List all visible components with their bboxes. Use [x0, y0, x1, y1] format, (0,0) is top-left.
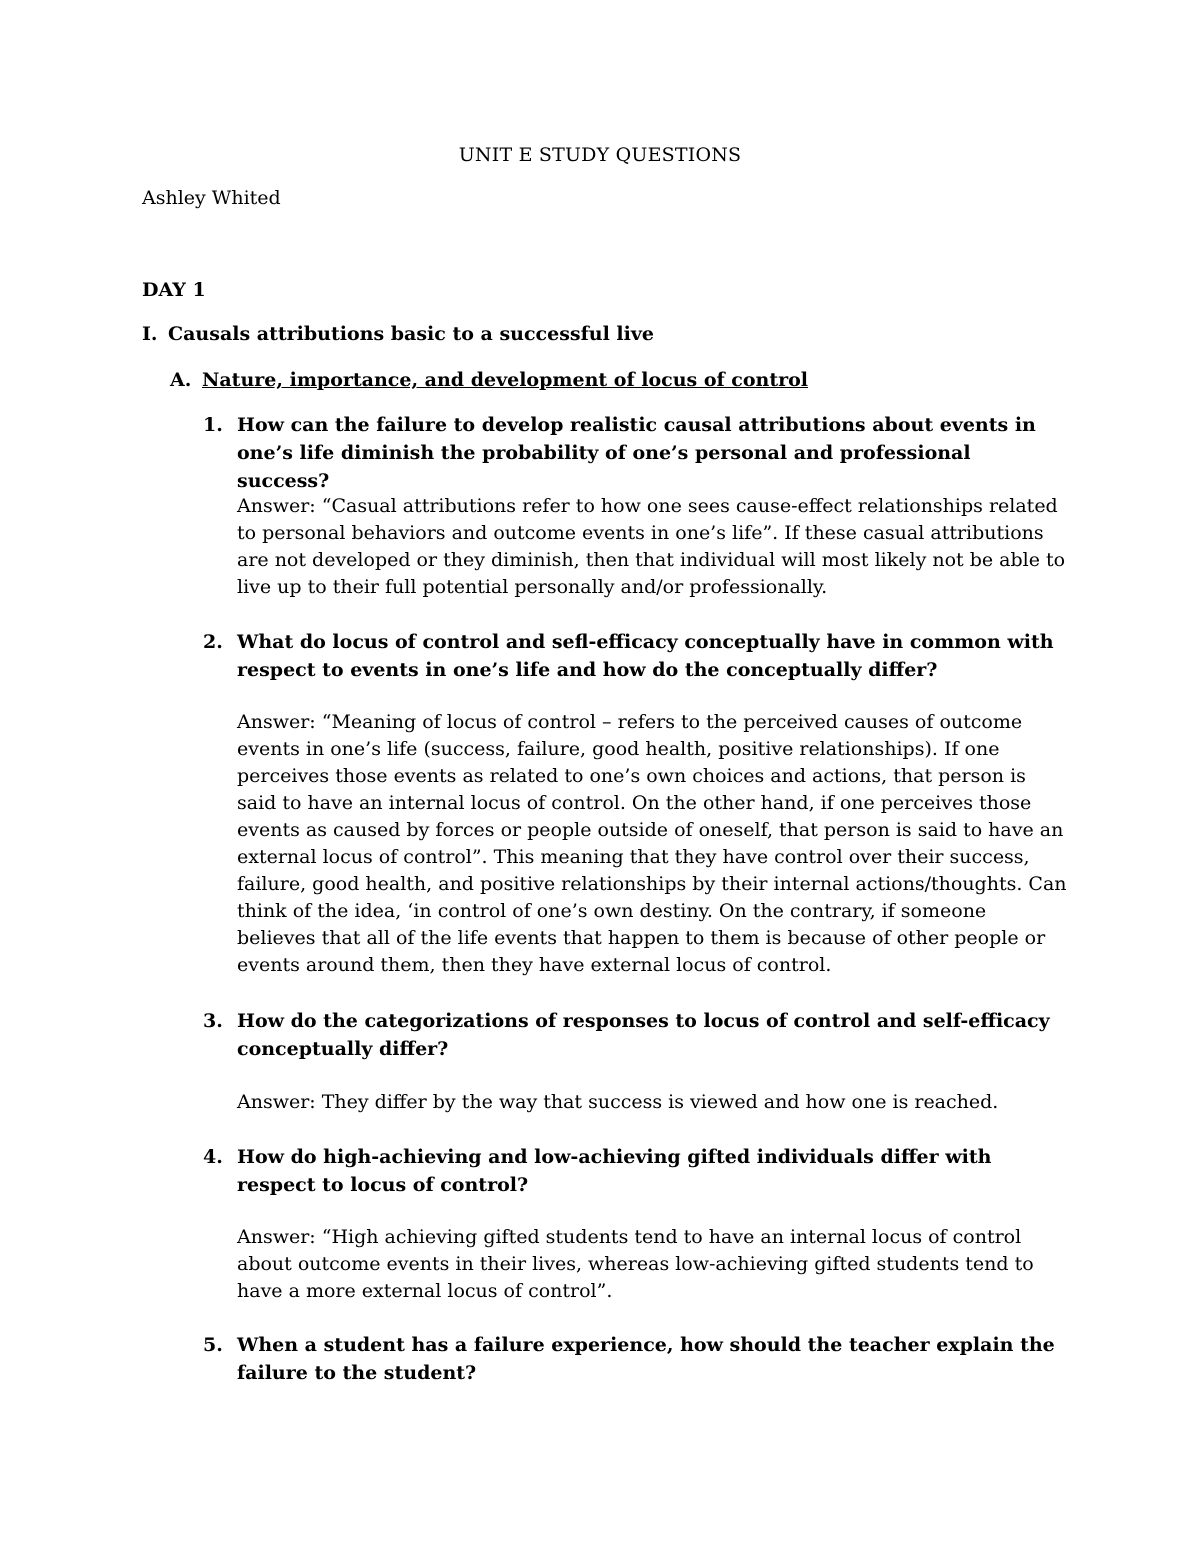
answer-1: Answer: “Casual attributions refer to how one sees cause-effect relationships related to personal behaviors and outcome events in one’s life”. If these casual attributions are not developed or they diminish, then that individual will most likely not be able to live up to their full potential personally and/or professionally. — [237, 495, 1066, 598]
question-5 — [203, 1331, 1063, 1387]
answer-3: Answer: They differ by the way that success is viewed and how one is reached. — [237, 1091, 999, 1113]
question-number: 3. — [203, 1010, 223, 1032]
question-text: What do locus of control and sefl-efficacy conceptually have in common with respect to events in one’s life and how do the conceptually differ? — [237, 631, 1054, 681]
subsection-heading — [170, 369, 808, 391]
answer-4: Answer: “High achieving gifted students tend to have an internal locus of control about outcome events in their lives, whereas low-achieving gifted students tend to have a more external locus of control”. — [237, 1226, 1034, 1302]
section-number: I. — [142, 323, 158, 345]
author-name: Ashley Whited — [142, 187, 281, 209]
answer-2: Answer: “Meaning of locus of control – refers to the perceived causes of outcome events in one’s life (success, failure, good health, positive relationships). If one perceives those events as related to one’s own choices and actions, that person is said to have an internal locus of control. On the other hand, if one perceives those events as caused by forces or people outside of oneself, that person is said to have an external locus of control”. This meaning that they have control over their success, failure, good health, and positive relationships by their internal actions/thoughts. Can think of the idea, ‘in control of one’s own destiny. On the contrary, if someone believes that all of the life events that happen to them is because of other people or events around them, then they have external locus of control. — [237, 711, 1067, 976]
question-text: When a student has a failure experience, how should the teacher explain the failure to the student? — [237, 1334, 1055, 1384]
document-title: UNIT E STUDY QUESTIONS — [458, 144, 742, 166]
day-heading: DAY 1 — [142, 279, 206, 301]
section-title: Causals attributions basic to a successful live — [168, 323, 654, 345]
subsection-title: Nature, importance, and development of locus of control — [202, 369, 809, 391]
question-2 — [203, 628, 1063, 684]
question-text: How do high-achieving and low-achieving gifted individuals differ with respect to locus of control? — [237, 1146, 992, 1196]
question-text: How can the failure to develop realistic causal attributions about events in one’s life diminish the probability of one’s personal and professional success? — [237, 414, 1036, 492]
question-1 — [203, 411, 1063, 495]
question-3 — [203, 1007, 1063, 1063]
question-text: How do the categorizations of responses to locus of control and self-efficacy conceptually differ? — [237, 1010, 1050, 1060]
subsection-letter: A. — [170, 369, 192, 391]
question-number: 1. — [203, 414, 223, 436]
section-heading — [142, 323, 654, 345]
question-number: 5. — [203, 1334, 223, 1356]
question-4 — [203, 1143, 1063, 1199]
question-number: 4. — [203, 1146, 223, 1168]
question-number: 2. — [203, 631, 223, 653]
